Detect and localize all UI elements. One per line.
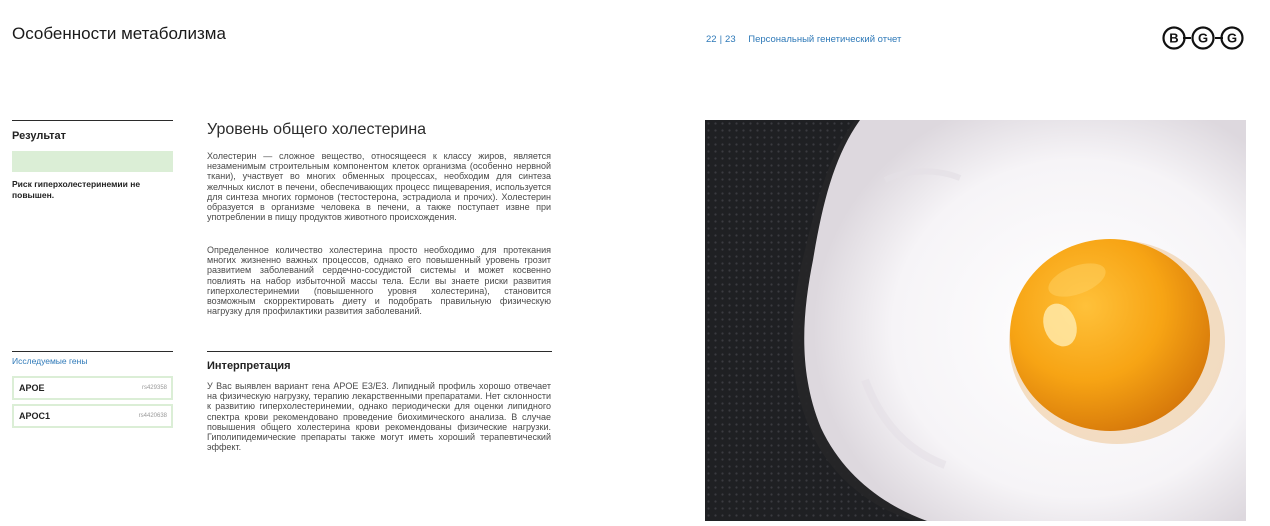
page-number-current: 22 (706, 34, 717, 45)
interpretation-heading: Интерпретация (207, 351, 552, 372)
gene-name: APOE (19, 383, 45, 393)
page-number-separator: | (719, 34, 723, 45)
page-title: Особенности метаболизма (12, 24, 226, 43)
gene-name: APOC1 (19, 411, 51, 421)
page-meta (706, 34, 901, 45)
genes-heading: Исследуемые гены (12, 351, 173, 366)
fried-egg-photo (705, 120, 1246, 521)
bgg-logo (1161, 24, 1247, 52)
article-paragraph-2: Определенное количество холестерина просто необходимо для протекания многих жизненно важных процессов, однако его повышенный уровень грозит развитием заболеваний сердечно-сосудистой системы и может косвенно повлиять на набор избыточной массы тела. Если вы знаете риски развития гиперхолестеринемии (повышенного уровня холестерина), становится возможным скорректировать диету и подобрать правильную физическую нагрузку для профилактики развития заболеваний. (207, 245, 551, 317)
gene-card-apoc1 (12, 404, 173, 428)
report-title: Персональный генетический отчет (748, 34, 902, 45)
logo-letter-2: G (1197, 30, 1209, 46)
article-paragraph-1: Холестерин — сложное вещество, относящееся к классу жиров, является незаменимым строительным компонентом клеток организма (особенно нервной ткани), участвует во многих обменных процессах, необходим для синтеза желчных кислот в печени, обеспечивающих процесс пищеварения, используется для синтеза многих гормонов (тестостерона, эстрадиола и прочих). Холестерин образуется в организме человека в печени, а также поступает извне при употреблении в пищу продуктов животного происхождения. (207, 151, 551, 223)
result-text: Риск гиперхолестеринемии не повышен. (12, 179, 141, 200)
result-heading: Результат (12, 120, 173, 142)
interpretation-text: У Вас выявлен вариант гена APOE E3/E3. Липидный профиль хорошо отвечает на физическую нагрузку, терапию лекарственными препаратами. Нет склонности к развитию гиперхолестеринемии, однако периодически для оценки липидного спектра крови рекомендовано проведение биохимического анализа. В случае повышения общего холестерина крови рекомендованы физические нагрузки. Гиполипидемические препараты также могут иметь хороший терапевтический эффект. (207, 381, 551, 453)
gene-card-apoe (12, 376, 173, 400)
result-indicator-bar (12, 151, 173, 172)
gene-rs-id: rs4420638 (138, 413, 167, 419)
logo-letter-1: B (1169, 30, 1179, 46)
gene-rs-id: rs429358 (141, 385, 167, 391)
page-number-total: 23 (725, 34, 736, 45)
section-title: Уровень общего холестерина (207, 121, 427, 138)
logo-letter-3: G (1226, 30, 1238, 46)
